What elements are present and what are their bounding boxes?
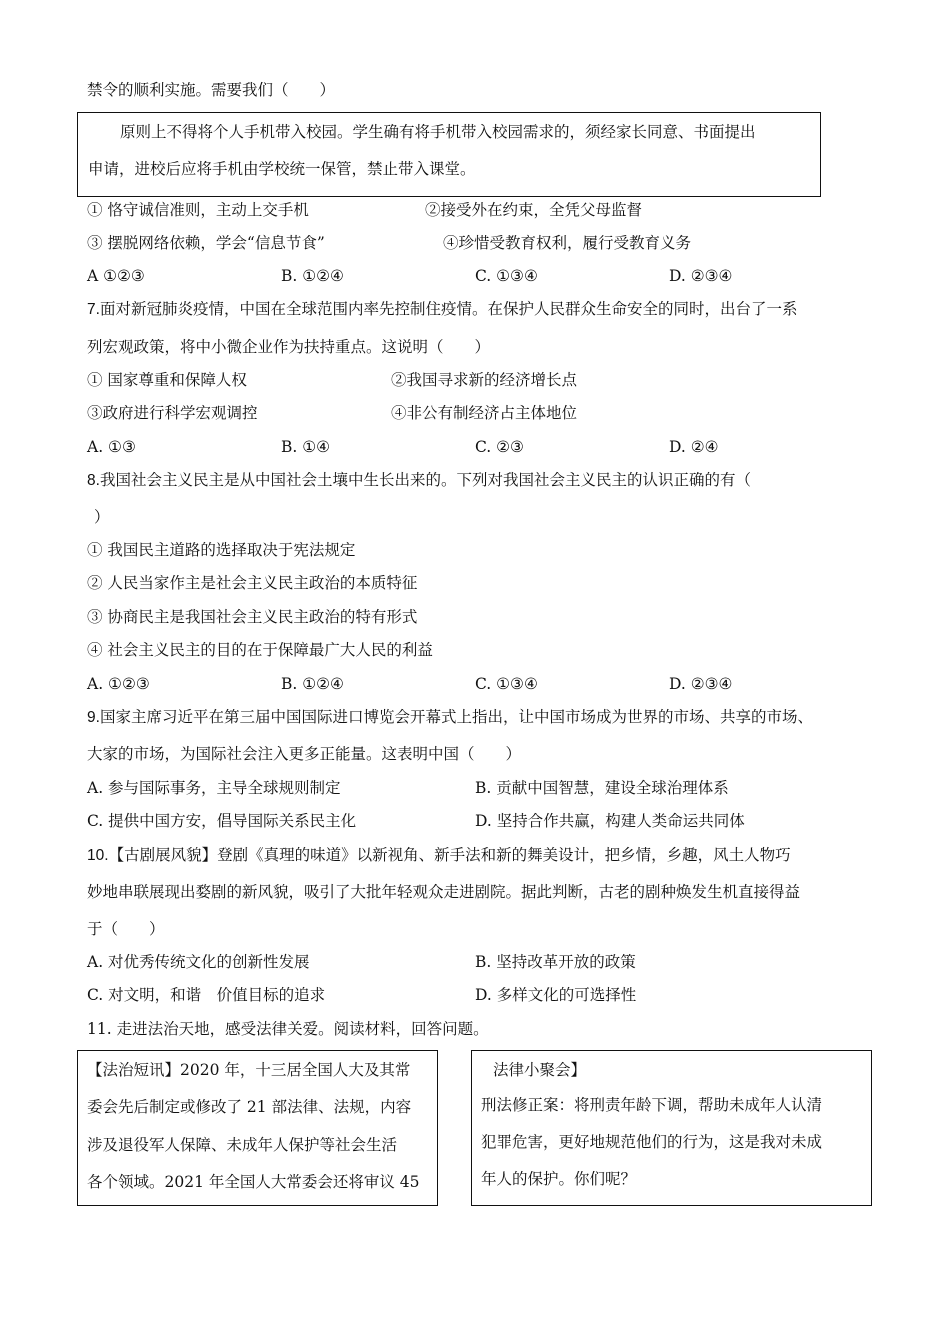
q10-stem-line1	[87, 845, 791, 866]
q10-choice-c: C. 对文明，和谐 价值目标的追求	[87, 986, 326, 1004]
q8-stem-line2: ）	[94, 508, 110, 526]
q6-quote-line1: 原则上不得将个人手机带入校园。学生确有将手机带入校园需求的，须经家长同意、书面提出	[120, 123, 756, 141]
q8-stem-text1: 我国社会主义民主是从中国社会土壤中生长出来的。下列对我国社会主义民主的认识正确的有（	[99, 471, 751, 489]
q11-stem: 11. 走进法治天地，感受法律关爱。阅读材料，回答问题。	[87, 1020, 489, 1038]
q6-option-4: ④珍惜受教育权利，履行受教育义务	[443, 234, 692, 252]
q7-option-3: ③政府进行科学宏观调控	[87, 404, 258, 422]
q7-stem-text1: 面对新冠肺炎疫情，中国在全球范围内率先控制住疫情。在保护人民群众生命安全的同时，出台了一系	[99, 300, 798, 318]
q9-choice-a: A. 参与国际事务，主导全球规则制定	[87, 779, 341, 797]
q11-law-gathering-box	[471, 1050, 872, 1206]
q10-stem-text1: 【古剧展风貌】登剧《真理的味道》以新视角、新手法和新的舞美设计，把乡情，乡趣，风土人物巧	[108, 846, 791, 864]
q10-number: 10.	[87, 847, 109, 864]
q11-right-line3: 犯罪危害，更好地规范他们的行为，这是我对未成	[481, 1133, 823, 1151]
q6-option-1: ① 恪守诚信准则，主动上交手机	[87, 201, 309, 219]
q6-choice-d: D. ②③④	[669, 267, 733, 285]
q6-choice-a: A ①②③	[87, 267, 145, 285]
q8-option-4: ④ 社会主义民主的目的在于保障最广大人民的利益	[87, 641, 433, 659]
q6-option-3: ③ 摆脱网络依赖，学会“信息节食”	[87, 234, 325, 252]
q9-number: 9.	[87, 709, 100, 726]
q6-option-2: ②接受外在约束，全凭父母监督	[425, 201, 643, 219]
q8-choice-d: D. ②③④	[669, 675, 733, 693]
q10-stem-line2: 妙地串联展现出婺剧的新风貌，吸引了大批年轻观众走进剧院。据此判断，古老的剧种焕发生机直接得益	[87, 883, 801, 901]
q11-left-line2: 委会先后制定或修改了 21 部法律、法规，内容	[87, 1098, 412, 1116]
q9-choice-c: C. 提供中国方安，倡导国际关系民主化	[87, 812, 357, 830]
q9-choice-d: D. 坚持合作共赢，构建人类命运共同体	[475, 812, 745, 830]
q7-stem-line2: 列宏观政策，将中小微企业作为扶持重点。这说明（ ）	[87, 338, 491, 356]
q8-option-2: ② 人民当家作主是社会主义民主政治的本质特征	[87, 574, 418, 592]
q6-choice-c: C. ①③④	[475, 267, 538, 285]
q6-intro: 禁令的顺利实施。需要我们（ ）	[87, 81, 336, 99]
q6-choice-b: B. ①②④	[281, 267, 344, 285]
q8-stem-line1	[87, 470, 751, 491]
q6-quote-box	[77, 112, 821, 197]
q8-choice-c: C. ①③④	[475, 675, 538, 693]
q11-legal-news-box	[77, 1050, 438, 1206]
q8-option-1: ① 我国民主道路的选择取决于宪法规定	[87, 541, 356, 559]
q8-number: 8.	[87, 472, 100, 489]
q9-choice-b: B. 贡献中国智慧，建设全球治理体系	[475, 779, 729, 797]
q10-choice-a: A. 对优秀传统文化的创新性发展	[87, 953, 310, 971]
q7-choice-b: B. ①④	[281, 438, 331, 456]
q7-stem-line1	[87, 299, 797, 320]
q11-right-line1: 法律小聚会】	[493, 1061, 587, 1079]
q7-choice-c: C. ②③	[475, 438, 524, 456]
q11-left-line1: 【法治短讯】2020 年，十三居全国人大及其常	[87, 1061, 411, 1079]
q7-choice-a: A. ①③	[87, 438, 136, 456]
q10-choice-d: D. 多样文化的可选择性	[475, 986, 637, 1004]
q9-stem-text1: 国家主席习近平在第三届中国国际进口博览会开幕式上指出，让中国市场成为世界的市场、共享的市场、	[99, 708, 813, 726]
q7-option-4: ④非公有制经济占主体地位	[391, 404, 578, 422]
q11-left-line3: 涉及退役军人保障、未成年人保护等社会生活	[87, 1136, 398, 1154]
q11-right-line2: 刑法修正案：将刑责年龄下调，帮助未成年人认清	[481, 1096, 823, 1114]
q8-option-3: ③ 协商民主是我国社会主义民主政治的特有形式	[87, 608, 418, 626]
q7-option-1: ① 国家尊重和保障人权	[87, 371, 247, 389]
q10-choice-b: B. 坚持改革开放的政策	[475, 953, 636, 971]
q8-choice-a: A. ①②③	[87, 675, 150, 693]
q8-choice-b: B. ①②④	[281, 675, 344, 693]
q11-right-line4: 年人的保护。你们呢？	[481, 1170, 637, 1188]
q7-number: 7.	[87, 301, 100, 318]
q11-left-line4: 各个领域。2021 年全国人大常委会还将审议 45	[87, 1173, 420, 1191]
q7-choice-d: D. ②④	[669, 438, 719, 456]
q9-stem-line1	[87, 707, 813, 728]
q6-quote-line2: 申请，进校后应将手机由学校统一保管，禁止带入课堂。	[88, 160, 476, 178]
q10-stem-line3: 于（ ）	[87, 920, 165, 938]
q9-stem-line2: 大家的市场，为国际社会注入更多正能量。这表明中国（ ）	[87, 745, 522, 763]
q7-option-2: ②我国寻求新的经济增长点	[391, 371, 578, 389]
